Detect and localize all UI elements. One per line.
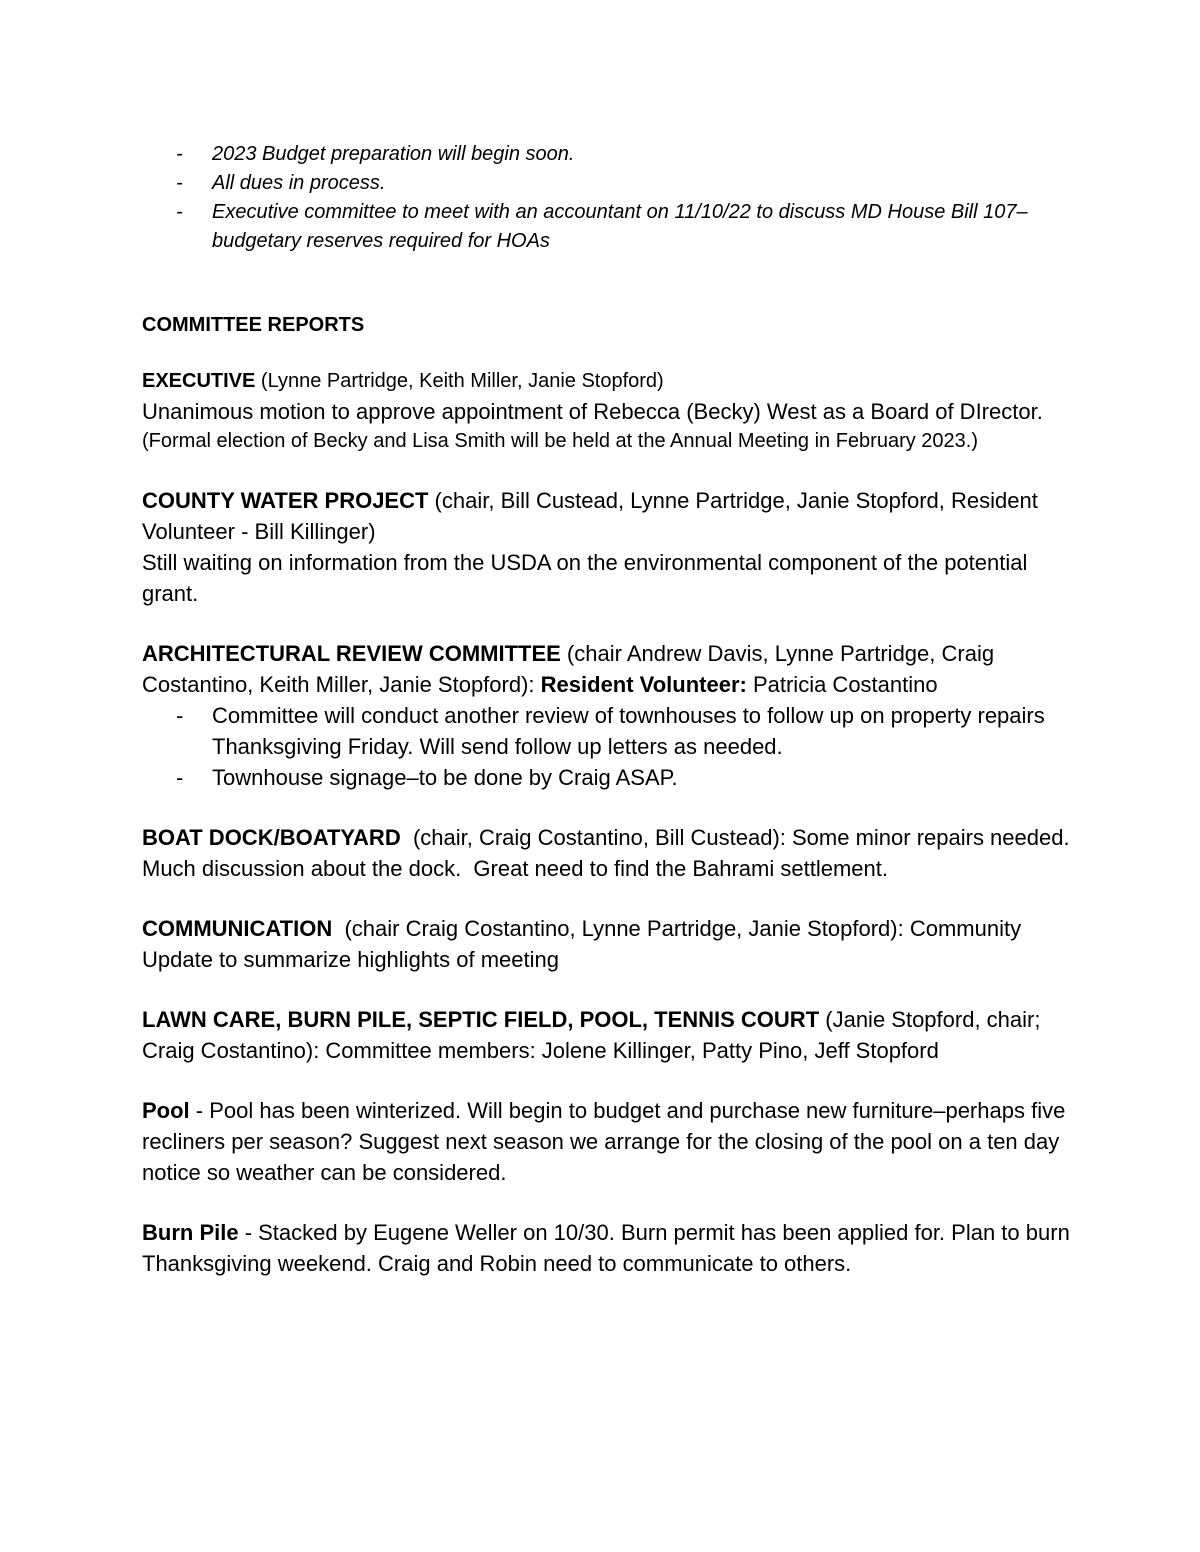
bullet-dash: - <box>176 201 183 223</box>
lawn-care-body: (Janie Stopford, chair; Craig Costantino): Committee members: Jolene Killinger, Patty Pino, Jeff Stopford <box>142 1007 1041 1063</box>
communication-title: COMMUNICATION <box>142 916 333 941</box>
boat-dock-title: BOAT DOCK/BOATYARD <box>142 825 401 850</box>
executive-section <box>142 367 1072 456</box>
architectural-section <box>142 638 1072 793</box>
resident-volunteer-label: Resident Volunteer: <box>540 672 747 697</box>
boat-dock-body: (chair, Craig Costantino, Bill Custead): Some minor repairs needed. Much discussion about the dock. Great need to find the Bahrami settlement. <box>142 825 1076 881</box>
county-water-body: Still waiting on information from the USDA on the environmental component of the potential grant. <box>142 550 1028 606</box>
burn-pile-title: Burn Pile <box>142 1220 239 1245</box>
boat-dock-section <box>142 822 1076 884</box>
communication-section <box>142 913 1072 975</box>
bullet-dash: - <box>176 703 184 728</box>
county-water-title: COUNTY WATER PROJECT <box>142 488 429 513</box>
budget-note-text: 2023 Budget preparation will begin soon. <box>212 143 575 165</box>
bullet-dash: - <box>176 143 183 165</box>
lawn-care-section <box>142 1004 1072 1066</box>
architectural-items <box>142 700 1072 793</box>
communication-body: (chair Craig Costantino, Lynne Partridge, Janie Stopford): Community Update to summarize highlights of meeting <box>142 916 1028 972</box>
architectural-members: (chair Andrew Davis, Lynne Partridge, Craig Costantino, Keith Miller, Janie Stopford): <box>142 641 995 697</box>
pool-section <box>142 1095 1072 1188</box>
county-water-members: (chair, Bill Custead, Lynne Partridge, Janie Stopford, Resident Volunteer - Bill Killinger) <box>142 488 1038 544</box>
lawn-care-title: LAWN CARE, BURN PILE, SEPTIC FIELD, POOL, TENNIS COURT <box>142 1007 820 1032</box>
resident-volunteer-name: Patricia Costantino <box>746 672 938 697</box>
architectural-title: ARCHITECTURAL REVIEW COMMITTEE <box>142 641 561 666</box>
list-item <box>142 140 1072 169</box>
committee-reports-heading: COMMITTEE REPORTS <box>142 314 365 336</box>
architectural-item-text: Committee will conduct another review of townhouses to follow up on property repairs Thanksgiving Friday. Will send follow up letters as needed. <box>212 703 1045 759</box>
list-item <box>142 762 1072 793</box>
executive-title: EXECUTIVE <box>142 370 256 392</box>
pool-title: Pool <box>142 1098 190 1123</box>
bullet-dash: - <box>176 765 184 790</box>
executive-note: (Formal election of Becky and Lisa Smith will be held at the Annual Meeting in February 2023.) <box>142 430 978 452</box>
bullet-dash: - <box>176 172 183 194</box>
burn-pile-body: - Stacked by Eugene Weller on 10/30. Burn permit has been applied for. Plan to burn Thanksgiving weekend. Craig and Robin need to communicate to others. <box>142 1220 1070 1276</box>
list-item <box>142 198 1072 256</box>
architectural-header <box>142 638 1072 700</box>
executive-members: (Lynne Partridge, Keith Miller, Janie Stopford) <box>255 370 664 392</box>
executive-header <box>142 367 1072 396</box>
county-water-header <box>142 485 1072 547</box>
list-item <box>142 700 1072 762</box>
pool-body: - Pool has been winterized. Will begin to budget and purchase new furniture–perhaps five recliners per season? Suggest next season we arrange for the closing of the pool on a ten day notice so weather can be considered. <box>142 1098 1066 1185</box>
burn-pile-section <box>142 1217 1072 1279</box>
architectural-item-text: Townhouse signage–to be done by Craig ASAP. <box>212 765 678 790</box>
budget-note-text: Executive committee to meet with an accountant on 11/10/22 to discuss MD House Bill 107–budgetary reserves required for HOAs <box>212 201 1028 252</box>
budget-note-text: All dues in process. <box>212 172 386 194</box>
list-item <box>142 169 1072 198</box>
executive-motion: Unanimous motion to approve appointment of Rebecca (Becky) West as a Board of DIrector. <box>142 399 1043 424</box>
county-water-section <box>142 485 1072 609</box>
document-page <box>142 140 1076 1279</box>
budget-notes-list <box>142 140 1072 256</box>
